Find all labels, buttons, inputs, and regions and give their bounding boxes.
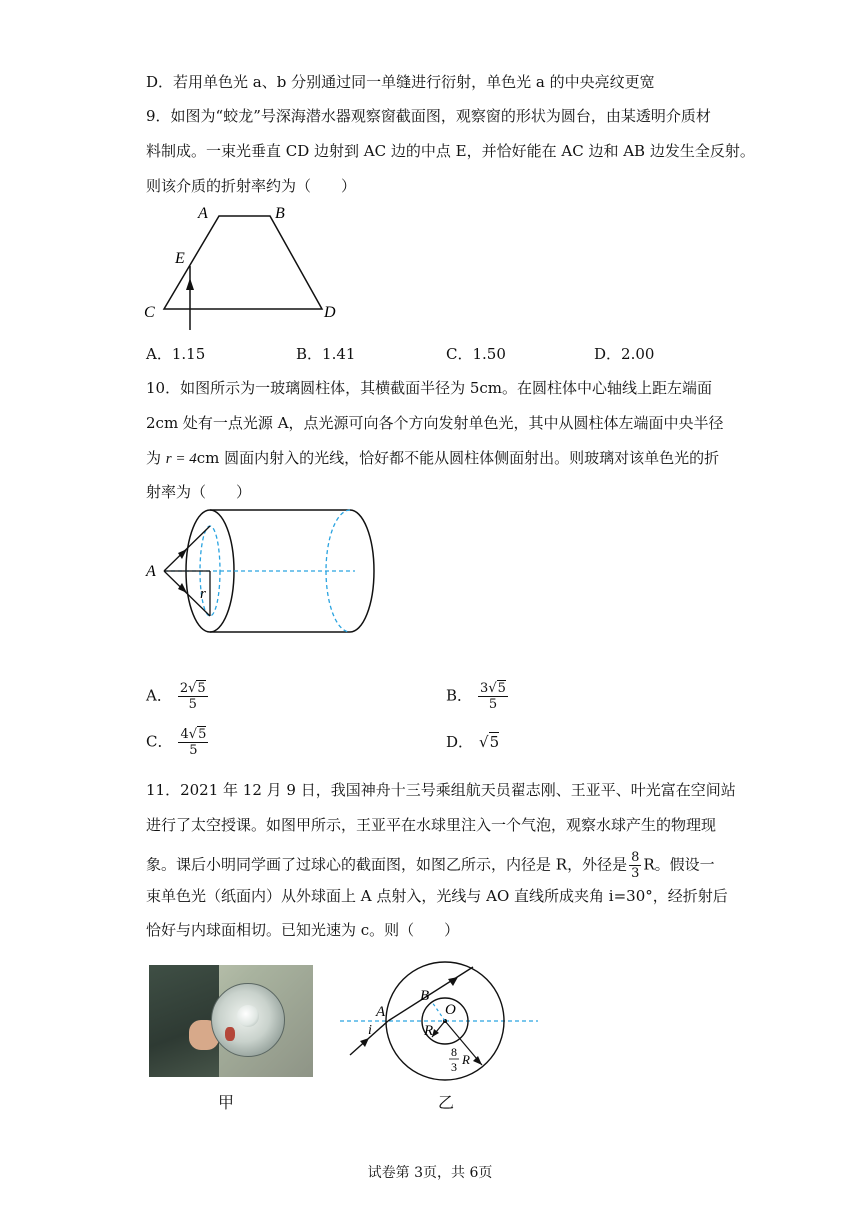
air-bubble [237,1005,259,1027]
q10-cylinder-figure [140,502,380,642]
label-A: A [198,205,208,222]
ray-upper [164,526,210,571]
q10-stem-line4: 射率为（ ） [146,483,252,501]
q8-option-d: D．若用单色光 a、b 分别通过同一单缝进行衍射，单色光 a 的中央亮纹更宽 [146,73,655,91]
q11-sphere-diagram [338,952,538,1082]
label-i: i [368,1023,372,1038]
q10-option-a: A． $\frac{2√5}{5}$ [146,681,206,712]
q11-stem-line4: 束单色光（纸面内）从外球面上 A 点射入，光线与 AO 直线所成夹角 i=30°，经折射后 [146,887,728,905]
q11-stem-line3: 象。课后小明同学画了过球心的截面图，如图乙所示，内径是 R，外径是 $\frac{8}{3}$ R。假设一 [146,850,715,881]
label-A: A [146,563,156,580]
light-ray-arrowhead [186,278,194,290]
q10-stem-line1: 10．如图所示为一玻璃圆柱体，其横截面半径为 5cm。在圆柱体中心轴线上距左端面 [146,379,713,397]
label-r: r [200,586,206,602]
q9-option-b: B．1.41 [296,345,356,363]
radius-OB-dashed [432,1002,445,1021]
q11-stem-line1: 11．2021 年 12 月 9 日，我国神舟十三号乘组航天员翟志刚、王亚平、叶光富在空间站 [146,781,736,799]
figure-caption-left: 甲 [218,1093,235,1112]
label-A: A [376,1004,386,1020]
q9-stem-line2: 料制成。一束光垂直 CD 边射到 AC 边的中点 E，并恰好能在 AC 边和 AB 边发生全反射。 [146,142,755,160]
photo-water-ball [149,965,313,1077]
refracted-ray [388,967,473,1021]
arrow-upper [178,549,187,559]
label-O: O [445,1002,456,1018]
label-C: C [144,304,155,321]
outer-radius-arrow [473,1056,482,1065]
q10-option-b: B． $\frac{3√5}{5}$ [446,681,506,712]
q10-option-c: C． $\frac{4√5}{5}$ [146,727,207,758]
q11-stem-line5: 恰好与内球面相切。已知光速为 c。则（ ） [146,921,460,939]
q9-trapezoid-figure [140,200,350,335]
label-outer-R: R [462,1052,470,1067]
figure-caption-right: 乙 [438,1093,455,1112]
label-outer-den: 3 [451,1060,457,1074]
trapezoid-shape [164,216,322,309]
reflection-red [225,1027,235,1041]
q10-option-d: D． √5 [446,733,500,751]
q9-stem-line3: 则该介质的折射率约为（ ） [146,177,357,195]
label-R-inner: R [424,1023,434,1039]
q9-option-c: C．1.50 [446,345,506,363]
label-D: D [324,304,336,321]
page-footer: 试卷第 3页，共 6页 [367,1165,493,1181]
q9-stem-line1: 9．如图为“蛟龙”号深海潜水器观察窗截面图，观察窗的形状为圆台，由某透明介质材 [146,107,711,125]
q9-option-d: D．2.00 [594,345,655,363]
arrow-lower [178,583,187,593]
label-B: B [275,205,285,222]
label-B: B [420,988,430,1004]
label-E: E [175,250,185,267]
label-outer-num: 8 [451,1045,457,1059]
q9-option-a: A．1.15 [146,345,206,363]
q11-stem-line2: 进行了太空授课。如图甲所示，王亚平在水球里注入一个气泡，观察水球产生的物理现 [146,816,717,834]
q10-stem-line2: 2cm 处有一点光源 A，点光源可向各个方向发射单色光，其中从圆柱体左端面中央半径 [146,414,724,432]
q10-stem-line3: 为 r = 4cm 圆面内射入的光线，恰好都不能从圆柱体侧面射出。则玻璃对该单色光的折 [146,449,720,467]
